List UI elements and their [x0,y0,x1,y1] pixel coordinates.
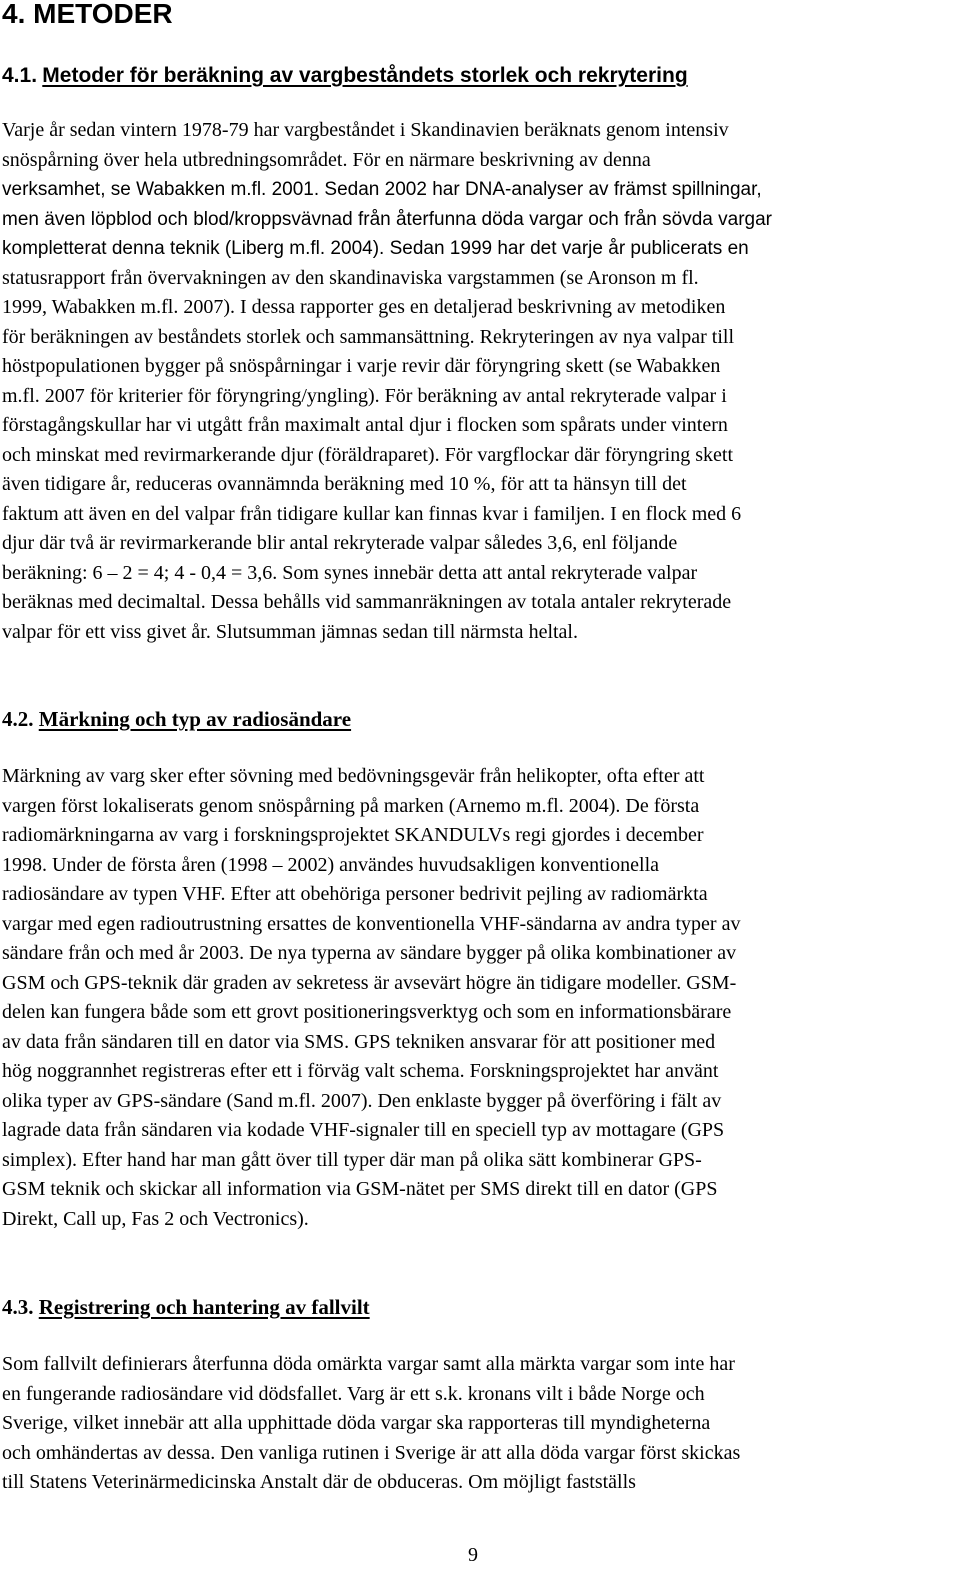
text-line: en fungerande radiosändare vid dödsfallet. Varg är ett s.k. kronans vilt i både Norge och [2,1382,705,1405]
text-line: kompletterat denna teknik (Liberg m.fl. 2004). Sedan 1999 har det varje år publicerats en [2,238,749,259]
text-line: och omhändertas av dessa. Den vanliga rutinen i Sverige är att alla döda vargar först skickas [2,1441,741,1464]
text-line: Sverige, vilket innebär att alla upphittade döda vargar ska rapporteras till myndigheterna [2,1412,711,1434]
text-line: till Statens Veterinärmedicinska Anstalt där de obduceras. Om möjligt fastställs [2,1471,636,1493]
text-line: beräkning: 6 – 2 = 4; 4 - 0,4 = 3,6. Som synes innebär detta att antal rekryterade valpar [2,561,698,584]
text-line: valpar för ett viss givet år. Slutsumman jämnas sedan till närmsta heltal. [2,620,578,643]
text-line: Direkt, Call up, Fas 2 och Vectronics). [2,1207,309,1230]
text-line: förstagångskullar har vi utgått från maximalt antal djur i flocken som spårats under vintern [2,414,728,436]
text-line: 1998. Under de första åren (1998 – 2002) användes huvudsakligen konventionella [2,853,660,876]
text-line: för beräkningen av beståndets storlek och sammansättning. Rekryteringen av nya valpar till [2,325,735,348]
section-number: 4.1. [2,64,38,87]
section-number: 4.2. [2,707,34,731]
text-line: Varje år sedan vintern 1978-79 har vargbeståndet i Skandinavien beräknats genom intensiv [2,119,729,141]
section-heading-4-1 [2,60,688,91]
text-line: vargar med egen radioutrustning ersattes de konventionella VHF-sändarna av andra typer av [2,912,741,935]
text-line: statusrapport från övervakningen av den skandinaviska vargstammen (se Aronson m fl. [2,266,699,289]
text-line: m.fl. 2007 för kriterier för föryngring/yngling). För beräkning av antal rekryterade valpar i [2,384,727,407]
text-line: faktum att även en del valpar från tidigare kullar kan finnas kvar i familjen. I en flock med 6 [2,502,742,525]
section-heading-4-2 [2,704,351,734]
section-4-1-body [2,116,946,647]
text-line: 1999, Wabakken m.fl. 2007). I dessa rapporter ges en detaljerad beskrivning av metodiken [2,296,726,318]
text-line: Som fallvilt definierars återfunna döda omärkta vargar samt alla märkta vargar som inte har [2,1353,735,1375]
page-number: 9 [468,1544,478,1566]
text-line: GSM och GPS-teknik där graden av sekretess är avsevärt högre än tidigare modeller. GSM- [2,971,737,994]
text-line: höstpopulationen bygger på snöspårningar i varje revir där föryngring skett (se Wabakken [2,355,721,377]
section-title: Märkning och typ av radiosändare [38,707,352,731]
chapter-title: 4. METODER [2,0,173,29]
text-line: beräknas med decimaltal. Dessa behålls vid sammanräkningen av totala antaler rekryterade [2,591,732,613]
text-line: djur där två är revirmarkerande blir antal rekryterade valpar således 3,6, enl följande [2,532,678,554]
text-line: lagrade data från sändaren via kodade VHF-signaler till en speciell typ av mottagare (GPS [2,1119,725,1141]
section-number: 4.3. [2,1295,34,1319]
section-4-2-body [2,762,946,1234]
text-line: radiosändare av typen VHF. Efter att obehöriga personer bedrivit pejling av radiomärkta [2,883,708,905]
text-line: av data från sändaren till en dator via SMS. GPS tekniken ansvarar för att positioner med [2,1030,716,1053]
text-line: olika typer av GPS-sändare (Sand m.fl. 2007). Den enklaste bygger på överföring i fält av [2,1089,722,1112]
text-line: men även löpblod och blod/kroppsvävnad från återfunna döda vargar och från sövda vargar [2,208,772,230]
text-line: vargen först lokaliserats genom snöspårning på marken (Arnemo m.fl. 2004). De första [2,794,700,817]
text-line: radiomärkningarna av varg i forskningsprojektet SKANDULVs regi gjordes i december [2,824,704,846]
section-title: Metoder för beräkning av vargbeståndets storlek och rekrytering [42,64,688,87]
text-line: snöspårning över hela utbredningsområdet. För en närmare beskrivning av denna [2,148,651,171]
section-4-3-body [2,1350,946,1498]
text-line: simplex). Efter hand har man gått över till typer där man på olika sätt kombinerar GPS- [2,1148,702,1171]
text-line: Märkning av varg sker efter sövning med bedövningsgevär från helikopter, ofta efter att [2,765,705,787]
text-line: delen kan fungera både som ett grovt positioneringsverktyg och som en informationsbärare [2,1001,732,1023]
text-line: även tidigare år, reduceras ovannämnda beräkning med 10 %, för att ta hänsyn till det [2,473,687,495]
text-line: GSM teknik och skickar all information via GSM-nätet per SMS direkt till en dator (GPS [2,1178,718,1200]
section-heading-4-3 [2,1292,370,1322]
text-line: och minskat med revirmarkerande djur (föräldraparet). För vargflockar där föryngring skett [2,443,734,466]
text-line: sändare från och med år 2003. De nya typerna av sändare bygger på olika kombinationer av [2,942,737,964]
section-title: Registrering och hantering av fallvilt [38,1295,370,1319]
text-line: verksamhet, se Wabakken m.fl. 2001. Sedan 2002 har DNA-analyser av främst spillningar, [2,179,762,200]
text-line: hög noggrannhet registreras efter ett i förväg valt schema. Forskningsprojektet har använt [2,1060,719,1082]
